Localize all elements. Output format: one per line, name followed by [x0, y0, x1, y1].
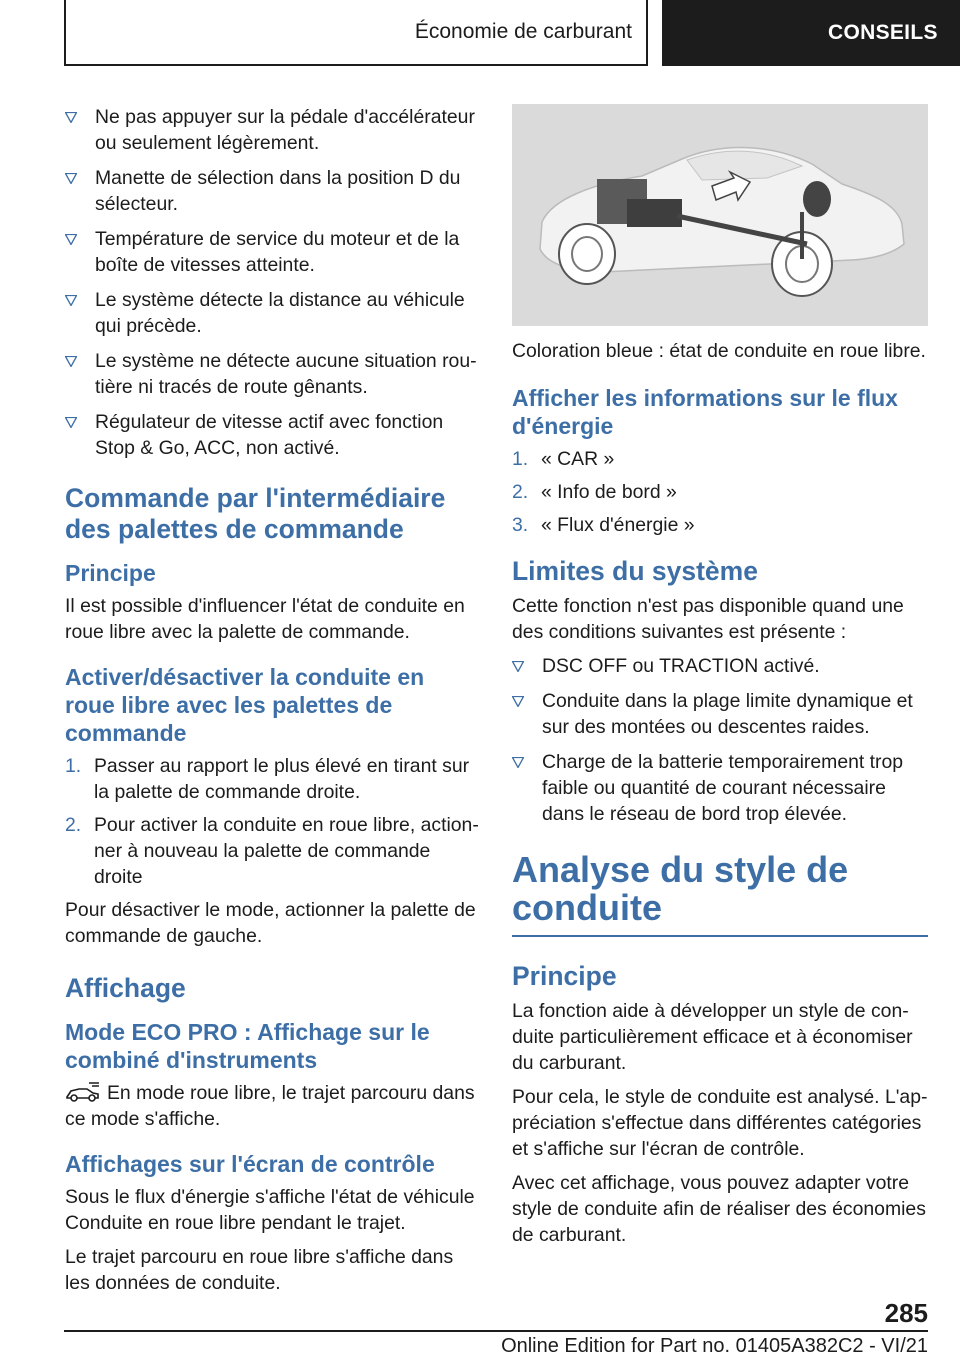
header-chapter-tab: [662, 0, 960, 66]
heading-afficher-flux: Afficher les informations sur le flux d'énergie: [512, 385, 898, 439]
list-item: Température de service du moteur et de la boîte de vitesses atteinte.: [65, 226, 480, 278]
heading-principe: Principe: [65, 560, 156, 586]
list-item: 1. « CAR »: [512, 448, 615, 470]
triangle-bullet-icon: [65, 295, 77, 306]
affichages-text-1: Sous le flux d'énergie s'affiche l'état de véhicule Conduite en roue libre pendant le trajet.: [65, 1186, 475, 1234]
heading-affichages: Affichages sur l'écran de contrôle: [65, 1151, 435, 1177]
limites-list: [512, 653, 928, 827]
list-item: 2. « Info de bord »: [512, 481, 677, 503]
activation-steps: [65, 753, 480, 890]
chapter-title: CONSEILS: [828, 21, 938, 44]
heading-limites: Limites du système: [512, 556, 758, 586]
limites-text: Cette fonction n'est pas disponible quand une des conditions suivantes est présente :: [512, 595, 904, 643]
triangle-bullet-icon: [512, 696, 524, 707]
heading-commande: Commande par l'intermédiaire des palettes de commande: [65, 483, 446, 544]
triangle-bullet-icon: [512, 757, 524, 768]
image-caption: Coloration bleue : état de conduite en roue libre.: [512, 340, 926, 362]
triangle-bullet-icon: [65, 234, 77, 245]
conditions-list: [65, 104, 480, 461]
deactivate-text: Pour désactiver le mode, actionner la palette de commande de gauche.: [65, 899, 476, 947]
coasting-car-icon: [65, 1081, 101, 1103]
left-column: [65, 104, 480, 1304]
list-item: DSC OFF ou TRACTION activé.: [512, 653, 928, 679]
edition-text: Online Edition for Part no. 01405A382C2 - VI/21: [501, 1335, 928, 1357]
heading-principe-analyse: Principe: [512, 961, 617, 991]
triangle-bullet-icon: [512, 661, 524, 672]
list-item: Manette de sélection dans la position D du sélecteur.: [65, 165, 480, 217]
eco-text-paragraph: En mode roue libre, le trajet parcouru dans ce mode s'affiche.: [65, 1082, 475, 1130]
list-item: 3. « Flux d'énergie »: [512, 514, 695, 536]
triangle-bullet-icon: [65, 173, 77, 184]
analyse-text-1: La fonction aide à développer un style de conduite particulièrement efficace et à économiser du carburant.: [512, 1000, 913, 1074]
car-drivetrain-illustration: [512, 104, 928, 326]
triangle-bullet-icon: [65, 356, 77, 367]
heading-analyse: Analyse du style de conduite: [512, 851, 928, 937]
list-item: Le système détecte la distance au véhicule qui précède.: [65, 287, 480, 339]
list-item: Le système ne détecte aucune situation routière ni tracés de route gênants.: [65, 348, 480, 400]
footer-divider: [64, 1330, 928, 1332]
list-item: Conduite dans la plage limite dynamique et sur des montées ou descentes raides.: [512, 688, 928, 740]
principe-text: Il est possible d'influencer l'état de conduite en roue libre avec la palette de commande.: [65, 595, 465, 643]
heading-affichage: Affichage: [65, 973, 186, 1003]
right-column: [512, 104, 928, 1256]
affichages-text-2: Le trajet parcouru en roue libre s'affiche dans les données de conduite.: [65, 1246, 454, 1294]
list-item: Charge de la batterie temporairement trop faible ou quantité de courant nécessaire dans le réseau de bord trop élevée.: [512, 749, 928, 827]
list-item: Ne pas appuyer sur la pédale d'accélérateur ou seulement légèrement.: [65, 104, 480, 156]
car-diagram-icon: [512, 104, 928, 326]
page-number: 285: [884, 1298, 928, 1328]
triangle-bullet-icon: [65, 417, 77, 428]
list-item: 2. Pour activer la conduite en roue libre, actionner à nouveau la palette de commande droite: [65, 814, 479, 888]
section-title: Économie de carburant: [414, 20, 632, 43]
heading-activer: Activer/désactiver la conduite en roue libre avec les palettes de commande: [65, 664, 425, 746]
triangle-bullet-icon: [65, 112, 77, 123]
list-item: Régulateur de vitesse actif avec fonction Stop & Go, ACC, non activé.: [65, 409, 480, 461]
analyse-text-2: Pour cela, le style de conduite est analysé. L'appréciation s'effectue dans différentes catégories et s'affiche sur l'écran de contrôle.: [512, 1086, 928, 1160]
menu-path-steps: [512, 446, 928, 538]
list-item: 1. Passer au rapport le plus élevé en tirant sur la palette de commande droite.: [65, 755, 470, 803]
heading-mode-eco: Mode ECO PRO : Affichage sur le combiné d'instruments: [65, 1019, 430, 1073]
analyse-text-3: Avec cet affichage, vous pouvez adapter votre style de conduite afin de réaliser des économies de carburant.: [512, 1172, 926, 1246]
header-section-tab: [64, 0, 648, 66]
